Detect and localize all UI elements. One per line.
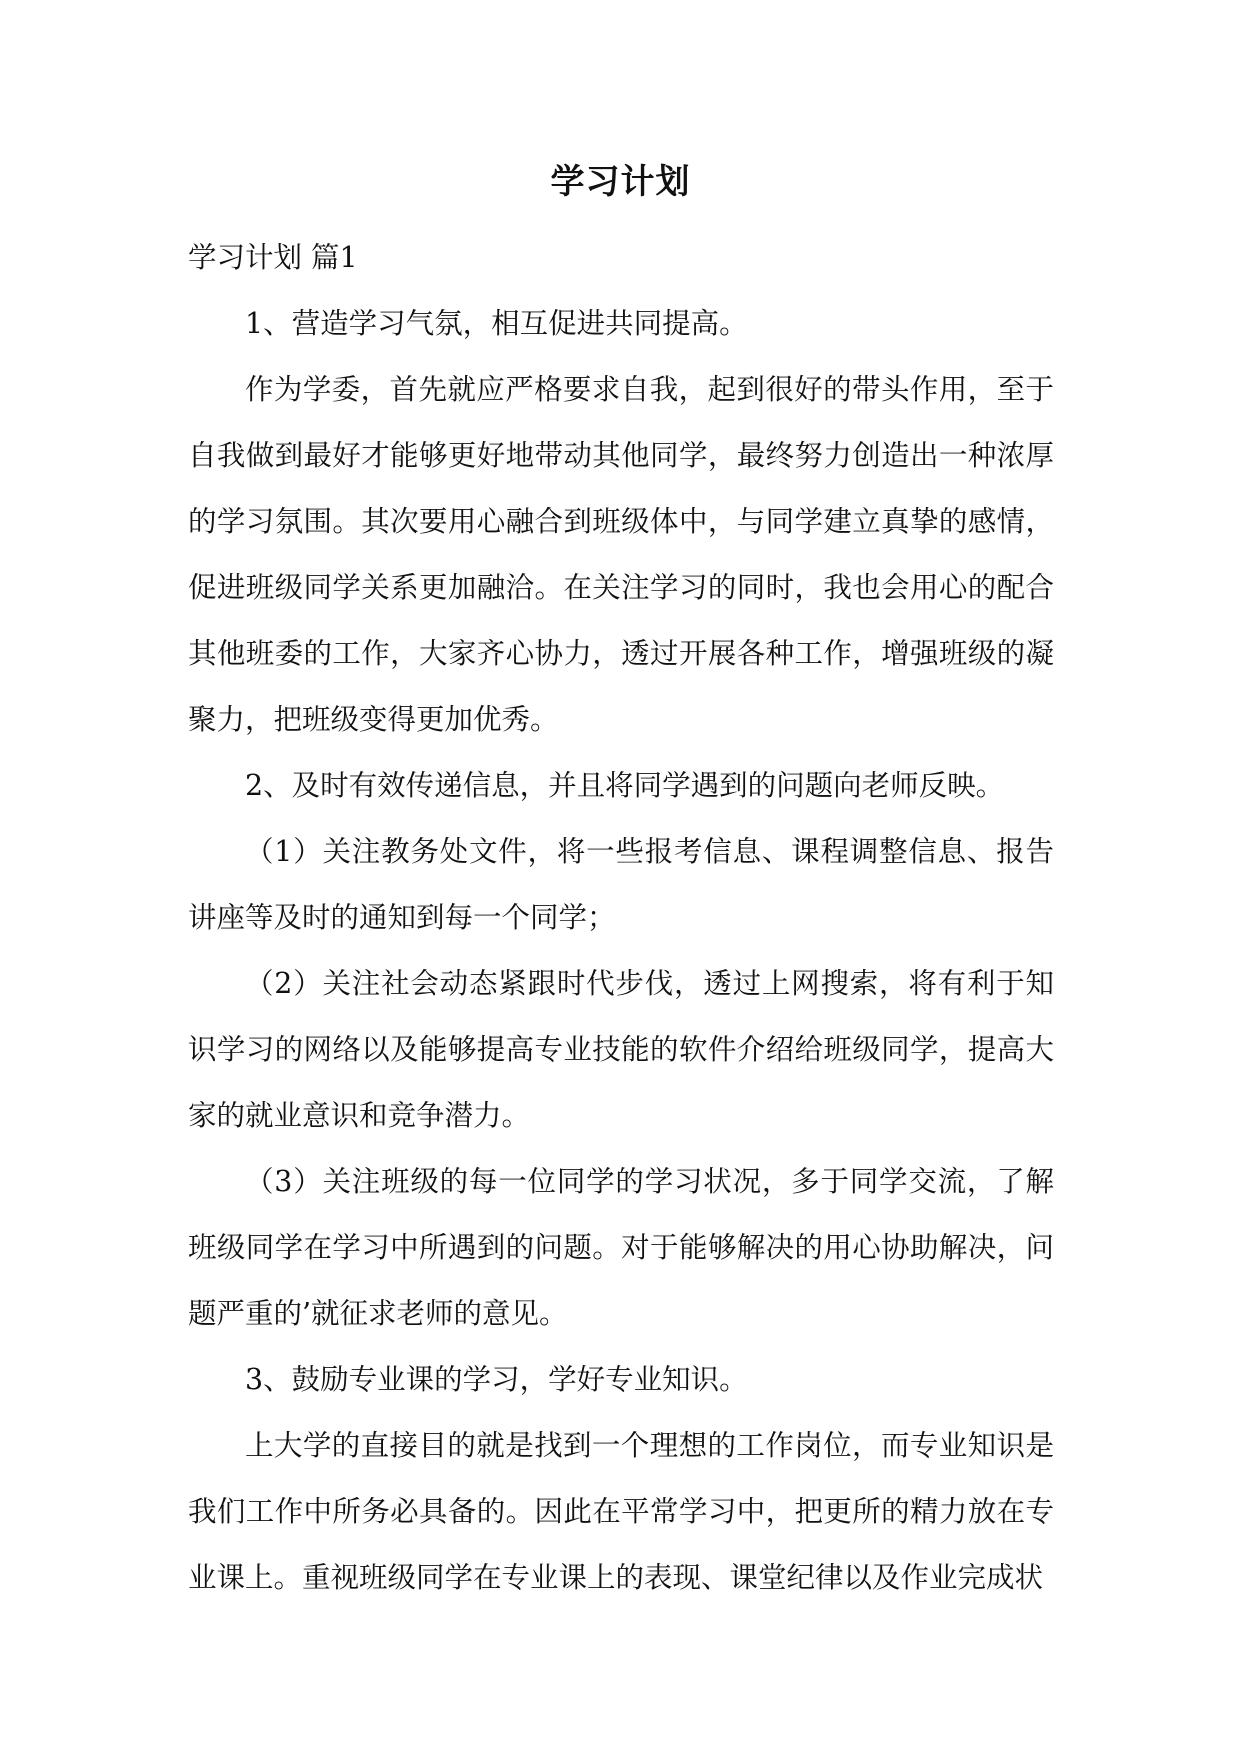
paragraph-7: 3、鼓励专业课的学习，学好专业知识。 <box>245 1363 748 1396</box>
paragraph-1: 1、营造学习气氛，相互促进共同提高。 <box>245 307 748 340</box>
section-heading: 学习计划 篇1 <box>188 241 358 274</box>
document-body <box>188 225 1054 1611</box>
paragraph-5: （2）关注社会动态紧跟时代步伐，透过上网搜索，将有利于知识学习的网络以及能够提高专业技能的软件介绍给班级同学，提高大家的就业意识和竞争潜力。 <box>188 967 1054 1132</box>
paragraph-3: 2、及时有效传递信息，并且将同学遇到的问题向老师反映。 <box>245 769 1005 802</box>
paragraph-2: 作为学委，首先就应严格要求自我，起到很好的带头作用，至于自我做到最好才能够更好地带动其他同学，最终努力创造出一种浓厚的学习氛围。其次要用心融合到班级体中，与同学建立真挚的感情，促进班级同学关系更加融洽。在关注学习的同时，我也会用心的配合其他班委的工作，大家齐心协力，透过开展各种工作，增强班级的凝聚力，把班级变得更加优秀。 <box>188 373 1054 736</box>
paragraph-4: （1）关注教务处文件，将一些报考信息、课程调整信息、报告讲座等及时的通知到每一个同学； <box>188 835 1054 934</box>
document-title: 学习计划 <box>550 162 691 202</box>
paragraph-6: （3）关注班级的每一位同学的学习状况，多于同学交流，了解班级同学在学习中所遇到的问题。对于能够解决的用心协助解决，问题严重的’就征求老师的意见。 <box>188 1165 1054 1330</box>
paragraph-8: 上大学的直接目的就是找到一个理想的工作岗位，而专业知识是我们工作中所务必具备的。因此在平常学习中，把更所的精力放在专业课上。重视班级同学在专业课上的表现、课堂纪律以及作业完成状 <box>188 1429 1054 1594</box>
